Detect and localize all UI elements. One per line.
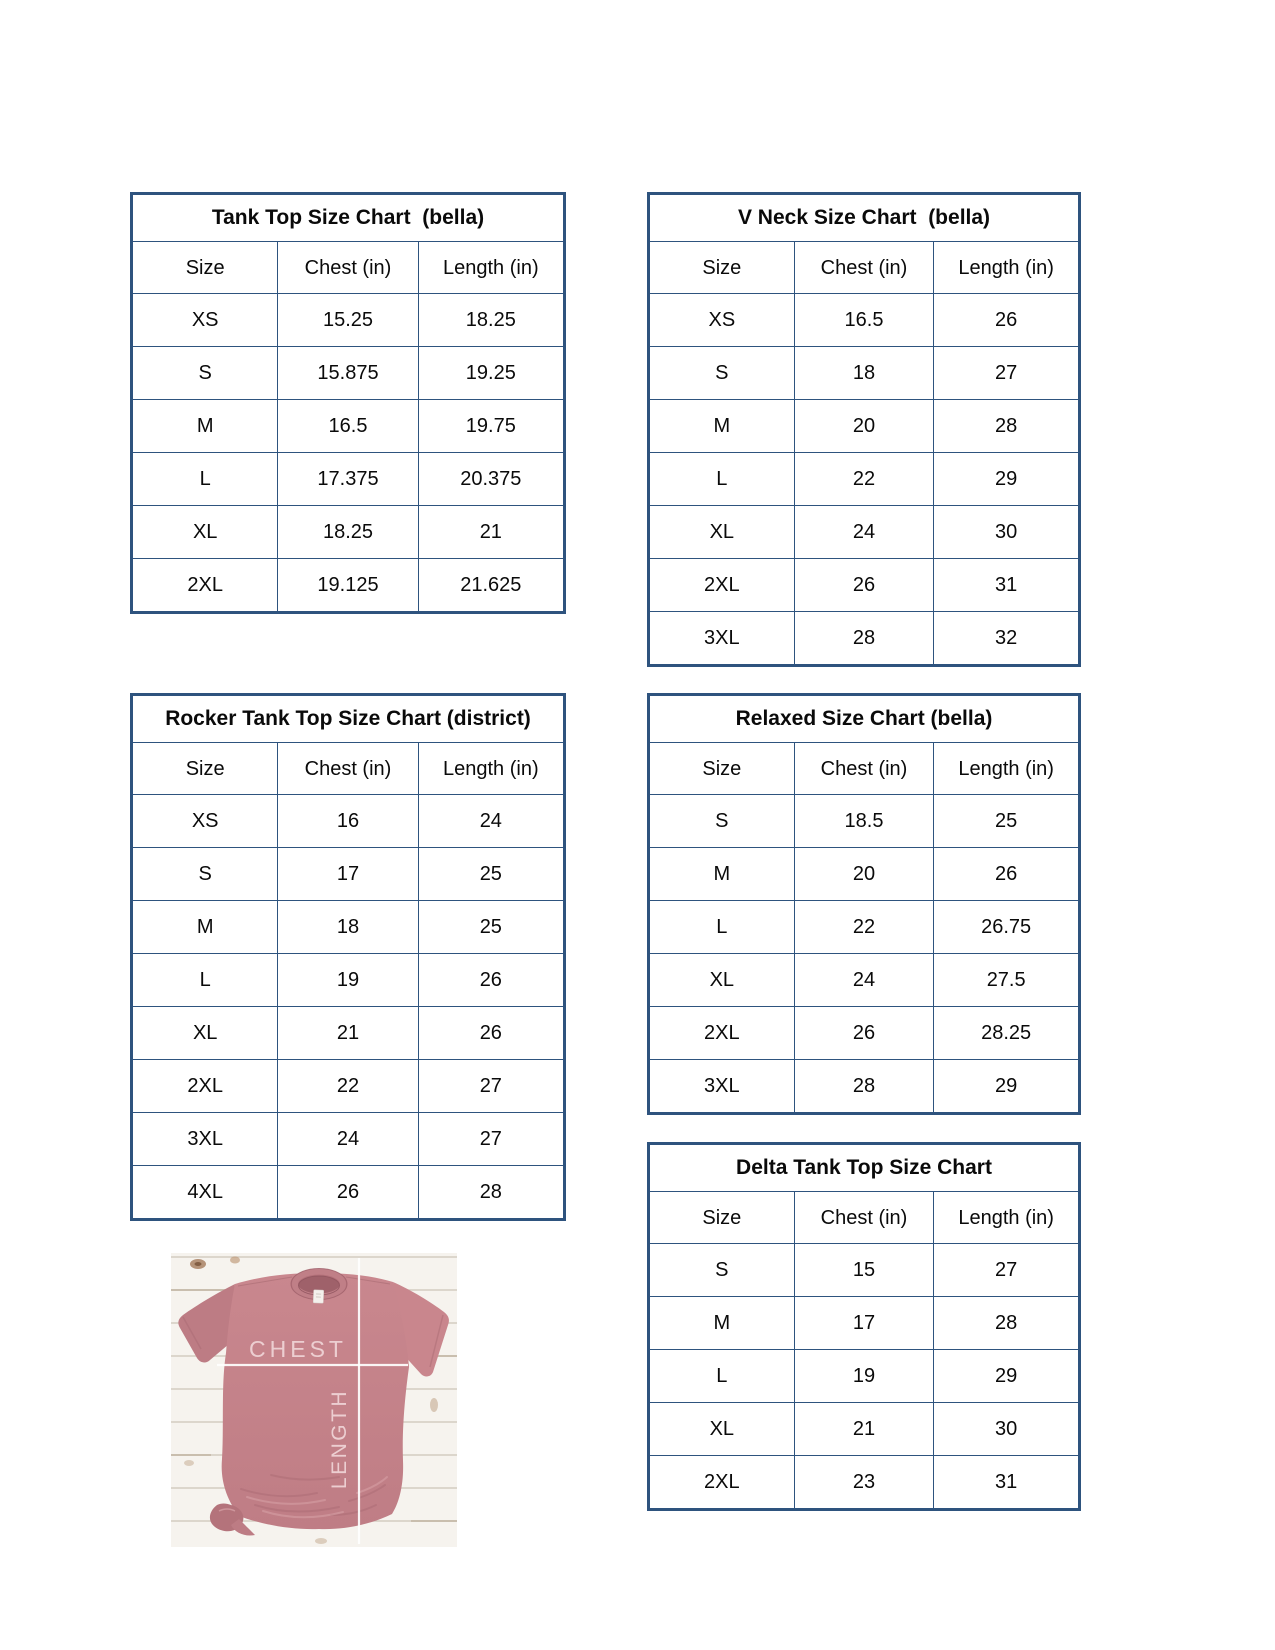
size-cell: L	[649, 453, 795, 506]
table-row	[649, 347, 1080, 400]
chest-cell: 26	[794, 1007, 934, 1060]
chest-cell: 18	[278, 901, 418, 954]
table-row	[649, 1297, 1080, 1350]
length-cell: 18.25	[418, 294, 564, 347]
length-cell: 26	[418, 1007, 564, 1060]
column-header: Size	[649, 743, 795, 795]
length-cell: 26	[418, 954, 564, 1007]
table-row	[132, 848, 565, 901]
column-header: Length (in)	[418, 242, 564, 294]
table-row	[132, 1166, 565, 1220]
chest-cell: 17	[794, 1297, 934, 1350]
chest-cell: 18.25	[278, 506, 418, 559]
size-cell: 2XL	[649, 1007, 795, 1060]
chest-cell: 24	[278, 1113, 418, 1166]
length-cell: 21.625	[418, 559, 564, 613]
tank-top-size-chart-table	[130, 192, 566, 614]
size-cell: S	[132, 347, 278, 400]
chest-cell: 17	[278, 848, 418, 901]
table-row	[132, 506, 565, 559]
column-header: Size	[132, 242, 278, 294]
length-cell: 29	[934, 1350, 1080, 1403]
size-cell: XL	[132, 506, 278, 559]
chest-cell: 20	[794, 848, 934, 901]
table-row	[132, 559, 565, 613]
length-label: LENGTH	[328, 1388, 351, 1490]
chest-cell: 24	[794, 506, 934, 559]
length-cell: 27	[934, 1244, 1080, 1297]
table-row	[649, 1244, 1080, 1297]
chest-cell: 19	[278, 954, 418, 1007]
size-cell: L	[132, 453, 278, 506]
chest-cell: 26	[278, 1166, 418, 1220]
table-row	[649, 901, 1080, 954]
length-cell: 30	[934, 506, 1080, 559]
chest-cell: 15.875	[278, 347, 418, 400]
care-label	[313, 1290, 323, 1303]
column-header: Chest (in)	[278, 242, 418, 294]
column-header: Chest (in)	[278, 743, 418, 795]
tshirt-photo-svg	[171, 1253, 457, 1547]
length-cell: 26.75	[934, 901, 1080, 954]
length-cell: 28	[934, 1297, 1080, 1350]
length-cell: 28	[934, 400, 1080, 453]
v-neck-size-chart-table	[647, 192, 1081, 667]
size-cell: XL	[649, 1403, 795, 1456]
size-cell: 2XL	[649, 1456, 795, 1510]
table-row	[132, 347, 565, 400]
table-row	[649, 612, 1080, 666]
chest-cell: 23	[794, 1456, 934, 1510]
chest-cell: 19	[794, 1350, 934, 1403]
chest-cell: 18.5	[794, 795, 934, 848]
size-cell: M	[132, 400, 278, 453]
chest-cell: 15.25	[278, 294, 418, 347]
table-row	[132, 954, 565, 1007]
table-row	[649, 1060, 1080, 1114]
size-cell: S	[649, 347, 795, 400]
column-header: Chest (in)	[794, 743, 934, 795]
size-cell: M	[649, 1297, 795, 1350]
table-row	[649, 294, 1080, 347]
chest-cell: 21	[794, 1403, 934, 1456]
length-cell: 26	[934, 848, 1080, 901]
size-cell: 2XL	[649, 559, 795, 612]
length-cell: 31	[934, 1456, 1080, 1510]
chest-cell: 28	[794, 612, 934, 666]
length-cell: 32	[934, 612, 1080, 666]
table-row	[132, 1060, 565, 1113]
table-row	[649, 1350, 1080, 1403]
table-row	[132, 453, 565, 506]
size-cell: XS	[132, 795, 278, 848]
chest-cell: 22	[794, 453, 934, 506]
delta-tank-size-chart-table	[647, 1142, 1081, 1511]
table-row	[132, 294, 565, 347]
size-cell: 3XL	[649, 1060, 795, 1114]
column-header: Length (in)	[934, 242, 1080, 294]
column-header: Length (in)	[934, 1192, 1080, 1244]
table-row	[649, 848, 1080, 901]
table-row	[649, 954, 1080, 1007]
relaxed-size-chart-table	[647, 693, 1081, 1115]
rocker-tank-size-chart-table	[130, 693, 566, 1221]
size-cell: XS	[649, 294, 795, 347]
length-cell: 29	[934, 1060, 1080, 1114]
table-row	[132, 795, 565, 848]
size-cell: L	[649, 1350, 795, 1403]
table-row	[649, 559, 1080, 612]
chest-cell: 20	[794, 400, 934, 453]
size-cell: XL	[649, 506, 795, 559]
size-cell: 2XL	[132, 1060, 278, 1113]
chest-cell: 28	[794, 1060, 934, 1114]
tank-top-bella-title: Tank Top Size Chart (bella)	[132, 194, 565, 242]
chest-cell: 16.5	[794, 294, 934, 347]
size-cell: 4XL	[132, 1166, 278, 1220]
chest-cell: 17.375	[278, 453, 418, 506]
column-header: Length (in)	[418, 743, 564, 795]
size-cell: XL	[132, 1007, 278, 1060]
length-cell: 27	[418, 1060, 564, 1113]
tshirt-measurement-photo	[171, 1253, 457, 1547]
chest-cell: 26	[794, 559, 934, 612]
table-row	[649, 1007, 1080, 1060]
relaxed-bella-title: Relaxed Size Chart (bella)	[649, 695, 1080, 743]
column-header: Chest (in)	[794, 1192, 934, 1244]
column-header: Chest (in)	[794, 242, 934, 294]
chest-cell: 22	[278, 1060, 418, 1113]
size-cell: 2XL	[132, 559, 278, 613]
length-cell: 27	[934, 347, 1080, 400]
table-row	[649, 506, 1080, 559]
size-cell: S	[132, 848, 278, 901]
length-cell: 31	[934, 559, 1080, 612]
length-cell: 19.75	[418, 400, 564, 453]
length-cell: 28	[418, 1166, 564, 1220]
size-cell: S	[649, 795, 795, 848]
column-header: Length (in)	[934, 743, 1080, 795]
chest-cell: 16.5	[278, 400, 418, 453]
length-cell: 29	[934, 453, 1080, 506]
table-row	[132, 400, 565, 453]
size-cell: XS	[132, 294, 278, 347]
length-cell: 25	[418, 848, 564, 901]
table-row	[649, 400, 1080, 453]
length-cell: 28.25	[934, 1007, 1080, 1060]
column-header: Size	[649, 242, 795, 294]
length-cell: 21	[418, 506, 564, 559]
chest-cell: 24	[794, 954, 934, 1007]
size-cell: 3XL	[649, 612, 795, 666]
chest-label: CHEST	[249, 1336, 347, 1362]
length-cell: 27	[418, 1113, 564, 1166]
v-neck-bella-title: V Neck Size Chart (bella)	[649, 194, 1080, 242]
column-header: Size	[649, 1192, 795, 1244]
length-cell: 20.375	[418, 453, 564, 506]
chest-cell: 22	[794, 901, 934, 954]
table-row	[649, 1403, 1080, 1456]
chest-cell: 15	[794, 1244, 934, 1297]
table-row	[649, 795, 1080, 848]
table-row	[649, 1456, 1080, 1510]
size-cell: L	[649, 901, 795, 954]
table-row	[132, 1113, 565, 1166]
length-cell: 24	[418, 795, 564, 848]
chest-cell: 21	[278, 1007, 418, 1060]
length-cell: 30	[934, 1403, 1080, 1456]
delta-tank-title: Delta Tank Top Size Chart	[649, 1144, 1080, 1192]
rocker-tank-district-title: Rocker Tank Top Size Chart (district)	[132, 695, 565, 743]
size-cell: S	[649, 1244, 795, 1297]
size-cell: L	[132, 954, 278, 1007]
chest-cell: 18	[794, 347, 934, 400]
size-cell: 3XL	[132, 1113, 278, 1166]
table-row	[649, 453, 1080, 506]
chest-cell: 19.125	[278, 559, 418, 613]
length-cell: 26	[934, 294, 1080, 347]
size-cell: XL	[649, 954, 795, 1007]
length-cell: 19.25	[418, 347, 564, 400]
size-cell: M	[649, 848, 795, 901]
length-cell: 25	[418, 901, 564, 954]
length-cell: 25	[934, 795, 1080, 848]
chest-cell: 16	[278, 795, 418, 848]
table-row	[132, 901, 565, 954]
size-cell: M	[649, 400, 795, 453]
length-cell: 27.5	[934, 954, 1080, 1007]
size-cell: M	[132, 901, 278, 954]
column-header: Size	[132, 743, 278, 795]
table-row	[132, 1007, 565, 1060]
